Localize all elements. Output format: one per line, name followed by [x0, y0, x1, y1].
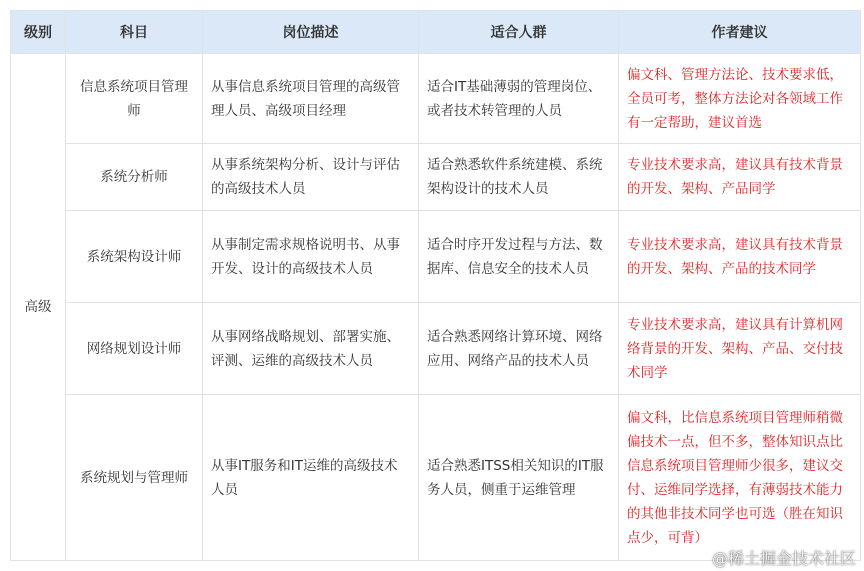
subject-cell: 系统分析师: [66, 144, 203, 211]
header-advice: 作者建议: [619, 11, 861, 54]
audience-cell: 适合时序开发过程与方法、数据库、信息安全的技术人员: [419, 211, 619, 303]
audience-cell: 适合IT基础薄弱的管理岗位、或者技术转管理的人员: [419, 54, 619, 144]
description-cell: 从事制定需求规格说明书、从事开发、设计的高级技术人员: [203, 211, 419, 303]
description-cell: 从事信息系统项目管理的高级管理人员、高级项目经理: [203, 54, 419, 144]
advice-cell: 专业技术要求高，建议具有技术背景的开发、架构、产品的技术同学: [619, 211, 861, 303]
table-row: [11, 395, 861, 561]
subject-cell: 网络规划设计师: [66, 303, 203, 395]
advice-cell: 偏文科，比信息系统项目管理师稍微偏技术一点，但不多，整体知识点比信息系统项目管理师少很多，建议交付、运维同学选择，有薄弱技术能力的其他非技术同学也可选（胜在知识点少，可背）: [619, 395, 861, 561]
level-cell: 高级: [11, 54, 66, 561]
table-row: [11, 54, 861, 144]
advice-cell: 偏文科、管理方法论、技术要求低，全员可考，整体方法论对各领域工作有一定帮助，建议首选: [619, 54, 861, 144]
table-header-row: [11, 11, 861, 54]
watermark: @稀土掘金技术社区: [711, 549, 856, 568]
header-subject: 科目: [66, 11, 203, 54]
audience-cell: 适合熟悉网络计算环境、网络应用、网络产品的技术人员: [419, 303, 619, 395]
subject-cell: 系统架构设计师: [66, 211, 203, 303]
exam-table: [10, 10, 861, 561]
audience-cell: 适合熟悉ITSS相关知识的IT服务人员，侧重于运维管理: [419, 395, 619, 561]
audience-cell: 适合熟悉软件系统建模、系统架构设计的技术人员: [419, 144, 619, 211]
description-cell: 从事IT服务和IT运维的高级技术人员: [203, 395, 419, 561]
table-row: [11, 303, 861, 395]
table-row: [11, 211, 861, 303]
table-row: [11, 144, 861, 211]
header-level: 级别: [11, 11, 66, 54]
advice-cell: 专业技术要求高，建议具有技术背景的开发、架构、产品同学: [619, 144, 861, 211]
description-cell: 从事网络战略规划、部署实施、评测、运维的高级技术人员: [203, 303, 419, 395]
advice-cell: 专业技术要求高，建议具有计算机网络背景的开发、架构、产品、交付技术同学: [619, 303, 861, 395]
header-description: 岗位描述: [203, 11, 419, 54]
subject-cell: 信息系统项目管理师: [66, 54, 203, 144]
header-audience: 适合人群: [419, 11, 619, 54]
subject-cell: 系统规划与管理师: [66, 395, 203, 561]
description-cell: 从事系统架构分析、设计与评估的高级技术人员: [203, 144, 419, 211]
